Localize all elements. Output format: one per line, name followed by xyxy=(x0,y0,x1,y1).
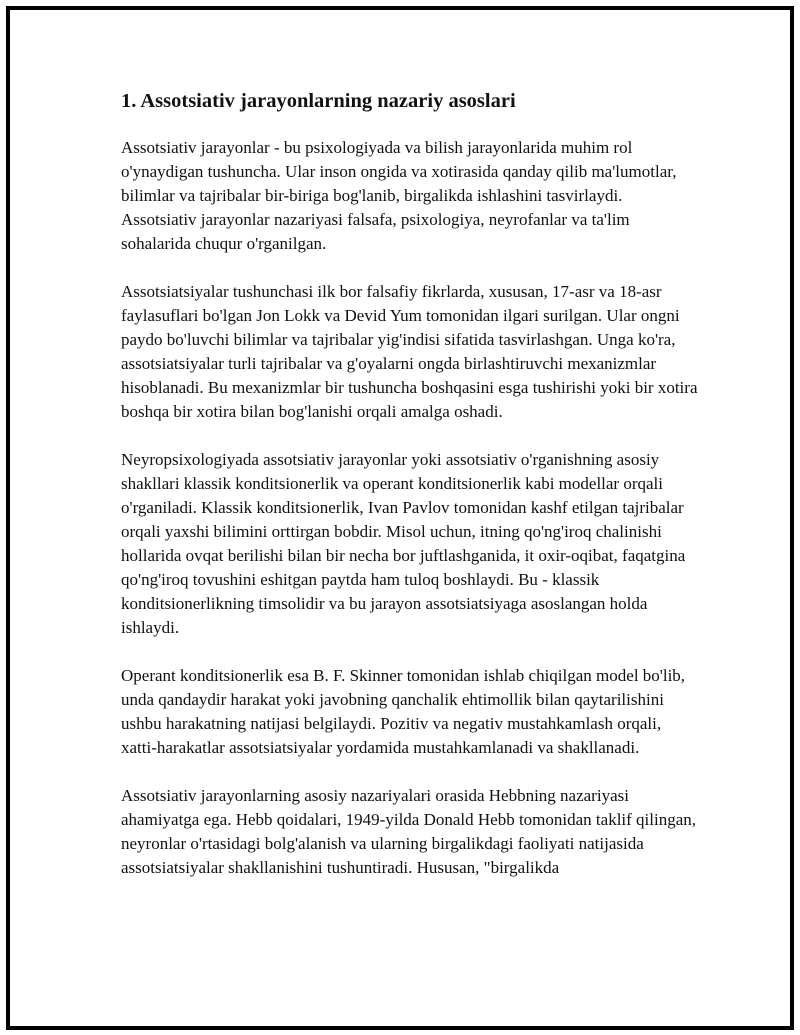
paragraph-3: Neyropsixologiyada assotsiativ jarayonlar yoki assotsiativ o'rganishning asosiy shakllari klassik konditsionerlik va operant konditsionerlik kabi modellar orqali o'rganiladi. Klassik konditsionerlik, Ivan Pavlov tomonidan kashf etilgan tajribalar orqali yaxshi bilimini orttirgan bobdir. Misol uchun, itning qo'ng'iroq chalinishi hollarida ovqat berilishi bilan bir necha bor juftlashganida, it oxir-oqibat, faqatgina qo'ng'iroq tovushini eshitgan paytda ham tuloq boshlaydi. Bu - klassik konditsionerlikning timsolidir va bu jarayon assotsiatsiyaga asoslangan holda ishlaydi. xyxy=(121,450,686,637)
paragraph-2: Assotsiatsiyalar tushunchasi ilk bor falsafiy fikrlarda, xususan, 17-asr va 18-asr faylasuflari bo'lgan Jon Lokk va Devid Yum tomonidan ilgari surilgan. Ular ongni paydo bo'luvchi bilimlar va tajribalar yig'indisi sifatida tasvirlashgan. Unga ko'ra, assotsiatsiyalar turli tajribalar va g'oyalarni ongda birlashtiruvchi mexanizmlar hisoblanadi. Bu mexanizmlar bir tushuncha boshqasini esga tushirishi yoki bir xotira boshqa bir xotira bilan bog'lanishi orqali amalga oshadi. xyxy=(121,282,698,421)
section-heading: 1. Assotsiativ jarayonlarning nazariy asoslari xyxy=(121,90,516,112)
paragraph-4: Operant konditsionerlik esa B. F. Skinner tomonidan ishlab chiqilgan model bo'lib, unda qandaydir harakat yoki javobning qanchalik ehtimollik bilan qaytarilishini ushbu harakatning natijasi belgilaydi. Pozitiv va negativ mustahkamlash orqali, xatti-harakatlar assotsiatsiyalar yordamida mustahkamlanadi va shakllanadi. xyxy=(121,666,686,757)
paragraph-5: Assotsiativ jarayonlarning asosiy nazariyalari orasida Hebbning nazariyasi ahamiyatga ega. Hebb qoidalari, 1949-yilda Donald Hebb tomonidan taklif qilingan, neyronlar o'rtasidagi bolg'alanish va ularning birgalikdagi faoliyati natijasida assotsiatsiyalar shakllanishini tushuntiradi. Hususan, "birgalikda xyxy=(121,786,697,877)
document-body xyxy=(121,88,701,904)
paragraph-1: Assotsiativ jarayonlar - bu psixologiyada va bilish jarayonlarida muhim rol o'ynaydigan tushuncha. Ular inson ongida va xotirasida qanday qilib ma'lumotlar, bilimlar va tajribalar bir-biriga bog'lanib, birgalikda ishlashini tasvirlaydi. Assotsiativ jarayonlar nazariyasi falsafa, psixologiya, neyrofanlar va ta'lim sohalarida chuqur o'rganilgan. xyxy=(121,138,677,253)
document-page xyxy=(6,6,794,1030)
